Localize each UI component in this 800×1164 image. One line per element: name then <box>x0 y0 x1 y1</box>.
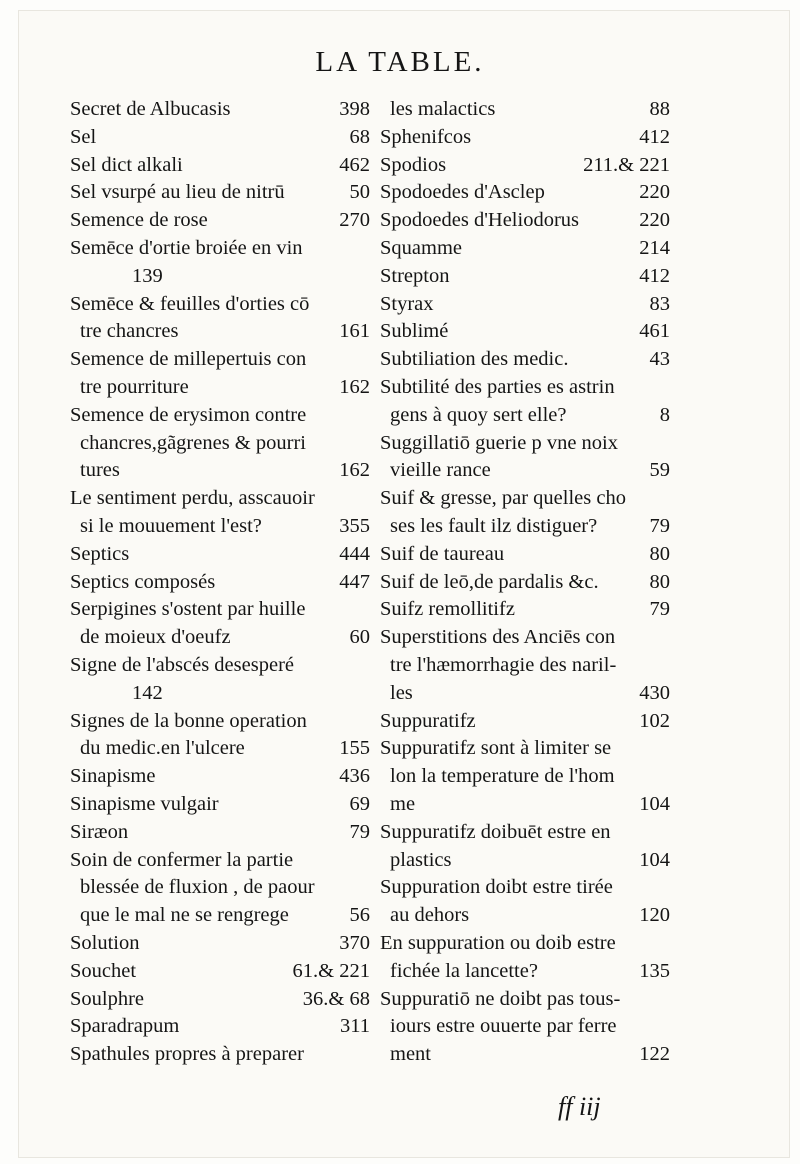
index-entry <box>70 430 370 458</box>
index-entry <box>380 318 670 346</box>
entry-text: Sinapisme <box>70 765 156 788</box>
entry-text: Sel dict alkali <box>70 153 183 176</box>
index-entry <box>380 652 670 680</box>
index-entry <box>70 541 370 569</box>
entry-text: tre l'hæmorrhagie des naril- <box>390 653 617 676</box>
index-entry <box>380 847 670 875</box>
index-column-left <box>70 96 370 1069</box>
entry-text: Serpigines s'ostent par huille <box>70 598 306 621</box>
entry-page-number: 162 <box>339 375 370 398</box>
index-entry <box>70 652 370 680</box>
index-entry <box>380 569 670 597</box>
index-entry <box>70 986 370 1014</box>
entry-page-number: 270 <box>339 209 370 232</box>
entry-page-number: 461 <box>639 320 670 343</box>
entry-page-number: 370 <box>339 931 370 954</box>
entry-text: Suppuratifz doibuēt estre en <box>380 820 611 843</box>
entry-text: Spathules propres à preparer <box>70 1043 304 1066</box>
entry-text: Suifz remollitifz <box>380 598 515 621</box>
entry-text: Sphenifcos <box>380 125 472 148</box>
index-entry <box>380 680 670 708</box>
entry-page-number: 104 <box>639 792 670 815</box>
entry-text: tre pourriture <box>80 375 189 398</box>
index-entry <box>380 708 670 736</box>
index-entry <box>380 1041 670 1069</box>
entry-text: Suppuratifz sont à limiter se <box>380 737 612 760</box>
entry-text: Suppuration doibt estre tirée <box>380 876 613 899</box>
index-entry <box>380 791 670 819</box>
entry-text: de moieux d'oeufz <box>80 626 231 649</box>
index-entry <box>70 1013 370 1041</box>
entry-page-number: 83 <box>649 292 670 315</box>
entry-text: Secret de Albucasis <box>70 98 231 120</box>
index-entry <box>380 457 670 485</box>
entry-text: Semēce d'ortie broiée en vin <box>70 236 303 259</box>
entry-page-number: 155 <box>339 737 370 760</box>
entry-text: Soin de confermer la partie <box>70 848 294 871</box>
entry-page-number: 161 <box>339 320 370 343</box>
entry-text: Solution <box>70 931 140 954</box>
entry-text: tures <box>80 459 120 482</box>
entry-page-number: 355 <box>339 514 370 537</box>
entry-page-number: 104 <box>639 848 670 871</box>
entry-page-number: 79 <box>349 820 370 843</box>
index-entry <box>70 291 370 319</box>
index-entry <box>380 513 670 541</box>
index-entry <box>380 207 670 235</box>
index-entry <box>380 291 670 319</box>
page-title: LA TABLE. <box>315 46 485 78</box>
entry-text: Suif & gresse, par quelles cho <box>380 487 626 510</box>
entry-page-number: 436 <box>339 765 370 788</box>
entry-text: lon la temperature de l'hom <box>390 765 615 788</box>
index-entry <box>380 152 670 180</box>
entry-text: Semence de erysimon contre <box>70 403 307 426</box>
index-entry <box>380 624 670 652</box>
entry-page-number: 79 <box>649 514 670 537</box>
entry-text: Subtilité des parties es astrin <box>380 375 615 398</box>
index-entry <box>380 96 670 124</box>
index-entry <box>380 402 670 430</box>
index-entry <box>380 485 670 513</box>
entry-text: Suppuratifz <box>380 709 476 732</box>
entry-text: que le mal ne se rengrege <box>80 904 289 927</box>
entry-text: Spodios <box>380 153 447 176</box>
entry-text: ses les fault ilz distiguer? <box>390 514 598 537</box>
entry-page-number: 444 <box>339 542 370 565</box>
entry-text: Semence de millepertuis con <box>70 348 307 371</box>
index-entry <box>70 569 370 597</box>
entry-page-number: 398 <box>339 98 370 120</box>
index-entry <box>70 263 370 291</box>
entry-text: Sinapisme vulgair <box>70 792 219 815</box>
entry-page-number: 68 <box>349 125 370 148</box>
entry-page-number: 102 <box>639 709 670 732</box>
entry-text: Spodoedes d'Heliodorus <box>380 209 579 232</box>
entry-text: Sel <box>70 125 97 148</box>
index-entry <box>380 374 670 402</box>
entry-text: Septics <box>70 542 130 565</box>
index-entry <box>70 763 370 791</box>
index-entry <box>70 596 370 624</box>
index-entry <box>70 318 370 346</box>
index-entry <box>380 819 670 847</box>
index-entry <box>380 986 670 1014</box>
entry-page-number: 69 <box>349 792 370 815</box>
entry-text: les <box>390 681 413 704</box>
entry-text: Siræon <box>70 820 129 843</box>
index-entry <box>380 763 670 791</box>
index-entry <box>380 902 670 930</box>
entry-page-number: 61.& 221 <box>292 959 370 982</box>
index-entry <box>70 96 370 124</box>
entry-text: En suppuration ou doib estre <box>380 931 616 954</box>
index-entry <box>380 596 670 624</box>
index-entry <box>380 235 670 263</box>
entry-page-number: 80 <box>649 570 670 593</box>
entry-text: Souchet <box>70 959 137 982</box>
entry-text: Suppuratiō ne doibt pas tous- <box>380 987 621 1010</box>
index-entry <box>70 235 370 263</box>
index-entry <box>380 346 670 374</box>
entry-text: Sublimé <box>380 320 449 343</box>
index-entry <box>70 374 370 402</box>
entry-page-number: 220 <box>639 209 670 232</box>
entry-page-number: 162 <box>339 459 370 482</box>
entry-text: Sel vsurpé au lieu de nitrū <box>70 181 285 204</box>
entry-page-number: 430 <box>639 681 670 704</box>
entry-page-number: 88 <box>649 98 670 120</box>
index-entry <box>70 346 370 374</box>
entry-text: ment <box>390 1043 431 1066</box>
entry-page-number: 220 <box>639 181 670 204</box>
entry-text: Soulphre <box>70 987 145 1010</box>
index-entry <box>380 958 670 986</box>
index-entry <box>380 263 670 291</box>
entry-text: Semēce & feuilles d'orties cō <box>70 292 310 315</box>
entry-page-number: 80 <box>649 542 670 565</box>
entry-text: Strepton <box>380 264 450 287</box>
entry-page-number: 79 <box>649 598 670 621</box>
index-entry <box>70 902 370 930</box>
entry-page-number: 36.& 68 <box>302 987 370 1010</box>
entry-page-number: 56 <box>349 904 370 927</box>
entry-page-number: 214 <box>639 236 670 259</box>
index-entry <box>70 874 370 902</box>
entry-text: Suggillatiō guerie p vne noix <box>380 431 618 454</box>
index-entry <box>70 402 370 430</box>
signature-mark: ff iij <box>558 1092 601 1121</box>
entry-text: vieille rance <box>390 459 491 482</box>
entry-text: Squamme <box>380 236 462 259</box>
index-entry <box>70 735 370 763</box>
entry-page-number: 462 <box>339 153 370 176</box>
entry-text: Sparadrapum <box>70 1015 180 1038</box>
entry-text: me <box>390 792 416 815</box>
entry-text: iours estre ouuerte par ferre <box>390 1015 617 1038</box>
entry-text: fichée la lancette? <box>390 959 538 982</box>
index-entry <box>70 513 370 541</box>
entry-text: blessée de fluxion , de paour <box>80 876 315 899</box>
index-entry <box>380 430 670 458</box>
index-entry <box>70 207 370 235</box>
entry-text: Signes de la bonne operation <box>70 709 307 732</box>
index-entry <box>70 819 370 847</box>
entry-text: au dehors <box>390 904 470 927</box>
entry-text: Le sentiment perdu, asscauoir <box>70 487 315 510</box>
entry-text: Signe de l'abscés desesperé <box>70 653 294 676</box>
entry-text: Suif de leō,de pardalis &c. <box>380 570 599 593</box>
entry-page-number: 122 <box>639 1043 670 1066</box>
index-entry <box>380 541 670 569</box>
entry-text: Spodoedes d'Asclep <box>380 181 545 204</box>
entry-page-number: 60 <box>349 626 370 649</box>
index-entry <box>70 791 370 819</box>
index-entry <box>380 930 670 958</box>
index-entry <box>380 735 670 763</box>
index-entry <box>70 152 370 180</box>
index-entry <box>70 1041 370 1069</box>
entry-page-number: 412 <box>639 125 670 148</box>
entry-text: chancres,gãgrenes & pourri <box>80 431 306 454</box>
entry-text: Superstitions des Anciēs con <box>380 626 616 649</box>
entry-text: 142 <box>132 681 163 704</box>
index-entry <box>70 485 370 513</box>
entry-text: 139 <box>132 264 163 287</box>
index-entry <box>70 124 370 152</box>
entry-page-number: 8 <box>659 403 670 426</box>
entry-text: gens à quoy sert elle? <box>390 403 567 426</box>
entry-page-number: 120 <box>639 904 670 927</box>
entry-page-number: 311 <box>340 1015 370 1038</box>
entry-text: les malactics <box>390 98 496 120</box>
entry-page-number: 43 <box>649 348 670 371</box>
entry-text: Subtiliation des medic. <box>380 348 569 371</box>
entry-page-number: 50 <box>349 181 370 204</box>
index-entry <box>70 930 370 958</box>
index-entry <box>380 1013 670 1041</box>
index-entry <box>380 179 670 207</box>
entry-text: Septics composés <box>70 570 216 593</box>
index-entry <box>70 680 370 708</box>
entry-text: plastics <box>390 848 452 871</box>
index-entry <box>70 624 370 652</box>
entry-page-number: 135 <box>639 959 670 982</box>
entry-page-number: 211.& 221 <box>583 153 670 176</box>
entry-text: Styrax <box>380 292 434 315</box>
index-entry <box>70 457 370 485</box>
entry-text: Suif de taureau <box>380 542 505 565</box>
index-entry <box>70 708 370 736</box>
entry-text: tre chancres <box>80 320 179 343</box>
index-entry <box>380 124 670 152</box>
entry-text: Semence de rose <box>70 209 208 232</box>
index-entry <box>70 847 370 875</box>
index-entry <box>70 958 370 986</box>
entry-page-number: 59 <box>649 459 670 482</box>
entry-text: si le mouuement l'est? <box>80 514 262 537</box>
index-entry <box>380 874 670 902</box>
entry-text: du medic.en l'ulcere <box>80 737 245 760</box>
entry-page-number: 412 <box>639 264 670 287</box>
entry-page-number: 447 <box>339 570 370 593</box>
index-column-right <box>380 96 670 1069</box>
index-entry <box>70 179 370 207</box>
